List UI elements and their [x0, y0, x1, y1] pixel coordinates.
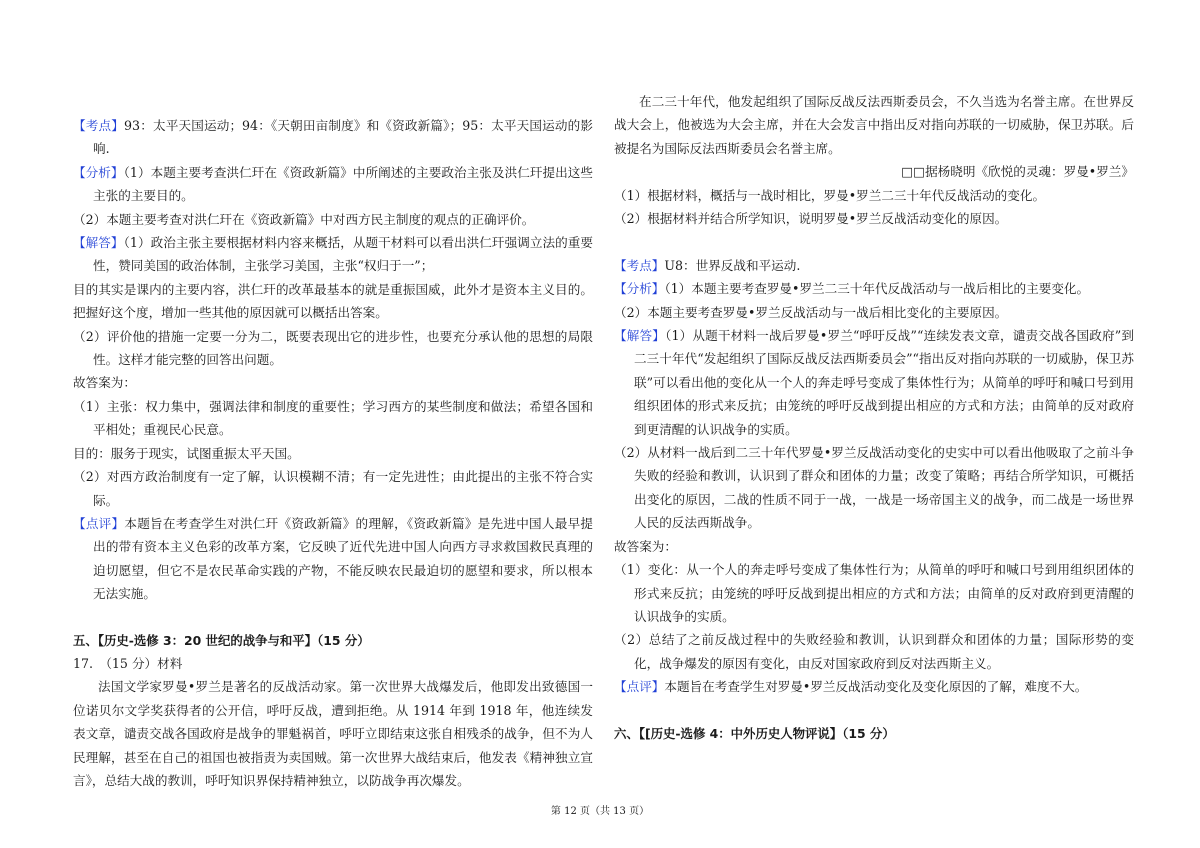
material-source: □□据杨晓明《欣悦的灵魂：罗曼•罗兰》 [901, 164, 1134, 180]
material-continued: 在二三十年代，他发起组织了国际反战反法西斯委员会，不久当选为名誉主席。在世界反战大会上，他被选为大会主席，并在大会发言中指出反对指向苏联的一切威胁，保卫苏联。后被提名为国际反法西斯委员会名誉主席。 [614, 94, 1134, 156]
right-column [614, 90, 1134, 745]
dianping-tag: 【点评】 [73, 515, 125, 531]
answer-label-right: 故答案为： [614, 538, 677, 554]
fenxi-block-right [614, 277, 1134, 300]
jieda-text-2-right: （2）从材料一战后到二三十年代罗曼•罗兰反战活动变化的史实中可以看出他吸取了之前斗争失败的经验和教训，认识到了群众和团体的力量；改变了策略；再结合所学知识，可概括出变化的原因，二战的性质不同于一战，一战是一场帝国主义的战争，而二战是一场世界人民的反法西斯战争。 [614, 445, 1134, 531]
dianping-tag-right: 【点评】 [614, 679, 665, 695]
fenxi-text-2-right: （2）本题主要考查罗曼•罗兰反战活动与一战后相比变化的主要原因。 [614, 304, 1008, 320]
kaodian-block [73, 114, 593, 161]
fenxi-block [73, 161, 593, 208]
answer-purpose: 目的：服务于现实，试图重振太平天国。 [73, 445, 300, 461]
fenxi-text-1-right: （1）本题主要考查罗曼•罗兰二三十年代反战活动与一战后相比的主要变化。 [664, 281, 1090, 297]
jieda-text-1b: 目的其实是课内的主要内容，洪仁玕的改革最基本的就是重振国威，此外才是资本主义目的。把握好这个度，增加一些其他的原因就可以概括出答案。 [73, 281, 593, 321]
fenxi-text-1: （1）本题主要考查洪仁玕在《资政新篇》中所阐述的主要政治主张及洪仁玕提出这些主张的主要目的。 [93, 164, 594, 204]
answer-1-right: （1）变化：从一个人的奔走呼号变成了集体性行为；从简单的呼吁和喊口号到用组织团体的形式来反抗；由笼统的呼吁反战到提出相应的方式和方法；由简单的反对政府到更清醒的认识战争的实质。 [614, 562, 1134, 624]
jieda-text-1-right: （1）从题干材料一战后罗曼•罗兰“呼吁反战”“连续发表文章，谴责交战各国政府”到二三十年代“发起组织了国际反战反法西斯委员会”“指出反对指向苏联的一切威胁，保卫苏联”可以看出他的变化从一个人的奔走呼号变成了集体性行为；从简单的呼吁和喊口号到用组织团体的形式来反抗；由笼统的呼吁反战到提出相应的方式和方法；由简单的反对政府到更清醒的认识战争的实质。 [634, 328, 1134, 437]
dianping-text-right: 本题旨在考查学生对罗曼•罗兰反战活动变化及变化原因的了解，难度不大。 [664, 679, 1088, 695]
answer-label: 故答案为： [73, 375, 136, 391]
left-column [73, 114, 593, 792]
kaodian-tag: 【考点】 [73, 118, 125, 133]
kaodian-text: 93：太平天国运动；94：《天朝田亩制度》和《资政新篇》；95：太平天国运动的影响. [93, 118, 594, 157]
kaodian-block-right [614, 254, 1134, 277]
jieda-block-right [614, 324, 1134, 441]
answer-2: （2）对西方政治制度有一定了解，认识模糊不清；有一定先进性；由此提出的主张不符合实际。 [73, 469, 593, 508]
question-part-1: （1）根据材料，概括与一战时相比，罗曼•罗兰二三十年代反战活动的变化。 [614, 187, 1046, 203]
jieda-text-2: （2）评价他的措施一定要一分为二，既要表现出它的进步性，也要充分承认他的思想的局限性。这样才能完整的回答出问题。 [73, 328, 593, 368]
dianping-text: 本题旨在考查学生对洪仁玕《资政新篇》的理解，《资政新篇》是先进中国人最早提出的带有资本主义色彩的改革方案，它反映了近代先进中国人向西方寻求救国救民真理的迫切愿望，但它不是农民革命实践的产物，不能反映农民最迫切的愿望和要求，所以根本无法实施。 [93, 515, 594, 602]
question-17: 17. （15 分）材料 [73, 655, 183, 671]
dianping-block [73, 512, 593, 606]
question-17-material: 法国文学家罗曼•罗兰是著名的反战活动家。第一次世界大战爆发后，他即发出致德国一位诺贝尔文学奖获得者的公开信，呼吁反战，遭到拒绝。从 1914 年到 1918 年，他连续发表文章，谴责交战各国政府是战争的罪魁祸首，呼吁立即结束这张自相残杀的战争，但不为人民理解，甚至在自己的祖国也被指责为卖国贼。第一次世界大战结束后，他发表《精神独立宣言》，总结大战的教训，呼吁知识界保持精神独立，以防战争再次爆发。 [73, 679, 593, 788]
kaodian-text-right: U8：世界反战和平运动. [664, 257, 801, 273]
question-part-2: （2）根据材料并结合所学知识，说明罗曼•罗兰反战活动变化的原因。 [614, 211, 1008, 227]
answer-1: （1）主张：权力集中，强调法律和制度的重要性；学习西方的某些制度和做法；希望各国和平相处；重视民心民意。 [73, 398, 593, 438]
section-5-heading: 五、【历史-选修 3：20 世纪的战争与和平】（15 分） [73, 632, 370, 648]
jieda-block [73, 231, 593, 278]
fenxi-tag: 【分析】 [73, 164, 124, 180]
section-6-heading: 六、【[历史-选修 4：中外历史人物评说】（15 分） [614, 725, 895, 741]
jieda-text-1: （1）政治主张主要根据材料内容来概括，从题干材料可以看出洪仁玕强调立法的重要性，赞同美国的政治体制，主张学习美国，主张“权归于一”； [93, 235, 594, 274]
dianping-block-right [614, 675, 1134, 698]
answer-2-right: （2）总结了之前反战过程中的失败经验和教训，认识到群众和团体的力量；国际形势的变化，战争爆发的原因有变化，由反对国家政府到反对法西斯主义。 [614, 632, 1134, 671]
page-footer: 第 12 页（共 13 页） [550, 806, 650, 817]
spacer [614, 230, 1134, 253]
fenxi-tag-right: 【分析】 [614, 281, 665, 297]
kaodian-tag-right: 【考点】 [614, 257, 665, 273]
jieda-tag-right: 【解答】 [614, 328, 665, 344]
jieda-tag: 【解答】 [73, 235, 124, 251]
fenxi-text-2: （2）本题主要考查对洪仁玕在《资政新篇》中对西方民主制度的观点的正确评价。 [73, 211, 535, 227]
